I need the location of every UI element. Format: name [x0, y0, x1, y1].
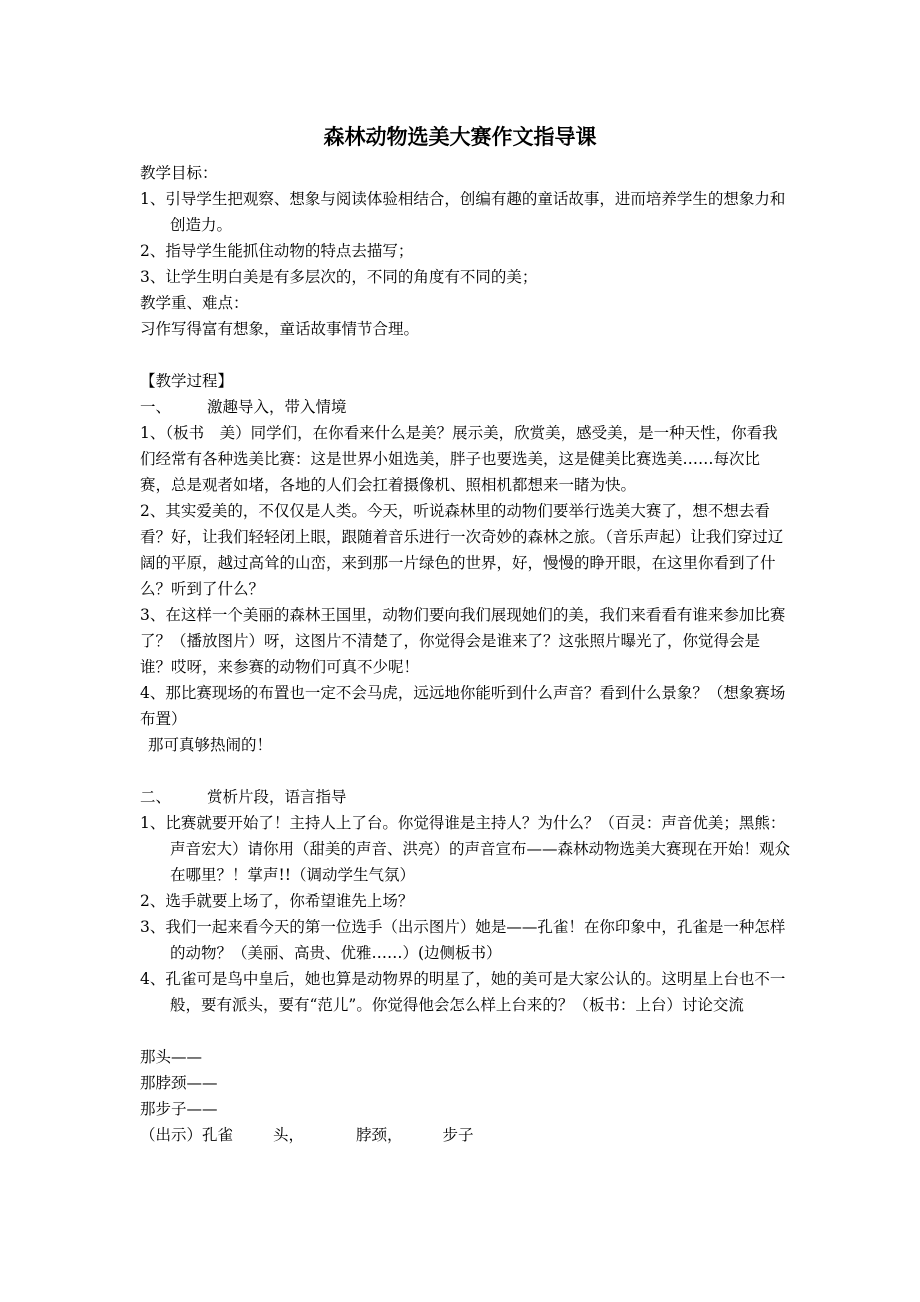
list-item: 2、选手就要上场了，你希望谁先上场？: [140, 892, 414, 910]
spacer: [140, 342, 790, 368]
paragraph: 1、（板书 美）同学们，在你看来什么是美？展示美，欣赏美，感受美，是一种天性，你看我们经常有各种选美比赛：这是世界小姐选美，胖子也要选美，这是健美比赛选美……每次比赛，总是观者如堵，各地的人们会扛着摄像机、照相机都想来一睹为快。: [140, 424, 778, 494]
document-title: 森林动物选美大赛作文指导课: [323, 124, 597, 149]
paragraph: 2、其实爱美的，不仅仅是人类。今天，听说森林里的动物们要举行选美大赛了，想不想去看看？好，让我们轻轻闭上眼，跟随着音乐进行一次奇妙的森林之旅。（音乐声起）让我们穿过辽阔的平原，越过高耸的山峦，来到那一片绿色的世界，好，慢慢的睁开眼，在这里你看到了什么？听到了什么？: [140, 502, 784, 598]
section2-title: 赏析片段，语言指导: [207, 788, 347, 806]
goals-heading: 教学目标：: [140, 164, 218, 182]
show-word: 头，: [273, 1126, 305, 1144]
list-item: 1、比赛就要开始了！主持人上了台。你觉得谁是主持人？为什么？（百灵：声音优美；黑熊：声音宏大）请你用（甜美的声音、洪亮）的声音宣布——森林动物选美大赛现在开始！观众在哪里？！掌声!!（调动学生气氛）: [140, 814, 791, 884]
prompt-line: 那脖颈——: [140, 1074, 218, 1092]
goal-item: 1、引导学生把观察、想象与阅读体验相结合，创编有趣的童话故事，进而培养学生的想象力和创造力。: [140, 190, 786, 234]
prompt-line: 那头——: [140, 1048, 203, 1066]
section2-heading: [140, 784, 790, 810]
show-word: 脖颈，: [356, 1126, 403, 1144]
goal-item: 3、让学生明白美是有多层次的，不同的角度有不同的美；: [140, 268, 538, 286]
key-points-text: 习作写得富有想象，童话故事情节合理。: [140, 320, 420, 338]
list-item: 4、孔雀可是鸟中皇后，她也算是动物界的明星了，她的美可是大家公认的。这明星上台也不一般，要有派头，要有“范儿”。你觉得他会怎么样上台来的？（板书：上台）讨论交流: [140, 970, 786, 1014]
spacer: [140, 758, 790, 784]
show-label: （出示）孔雀: [140, 1126, 234, 1144]
list-item: 3、我们一起来看今天的第一位选手（出示图片）她是——孔雀！在你印象中，孔雀是一种怎样的动物？（美丽、高贵、优雅……）(边侧板书）: [140, 918, 786, 962]
section1-number: 一、: [140, 398, 172, 416]
show-word: 步子: [442, 1126, 474, 1144]
paragraph: 4、那比赛现场的布置也一定不会马虎，远远地你能听到什么声音？看到什么景象？（想象赛场布置）: [140, 684, 786, 728]
spacer: [140, 1018, 790, 1044]
document-body: [140, 160, 790, 1148]
paragraph: 那可真够热闹的！: [148, 736, 273, 754]
section1-title: 激趣导入，带入情境: [207, 398, 347, 416]
show-line: [140, 1122, 790, 1148]
paragraph: 3、在这样一个美丽的森林王国里，动物们要向我们展现她们的美，我们来看看有谁来参加比赛了？（播放图片）呀，这图片不清楚了，你觉得会是谁来了？这张照片曝光了，你觉得会是谁？哎呀，来参赛的动物们可真不少呢！: [140, 606, 786, 676]
goal-item: 2、指导学生能抓住动物的特点去描写；: [140, 242, 414, 260]
section1-heading: [140, 394, 790, 420]
section2-number: 二、: [140, 788, 172, 806]
key-points-heading: 教学重、难点：: [140, 294, 249, 312]
process-heading: 【教学过程】: [140, 372, 234, 390]
prompt-line: 那步子——: [140, 1100, 218, 1118]
